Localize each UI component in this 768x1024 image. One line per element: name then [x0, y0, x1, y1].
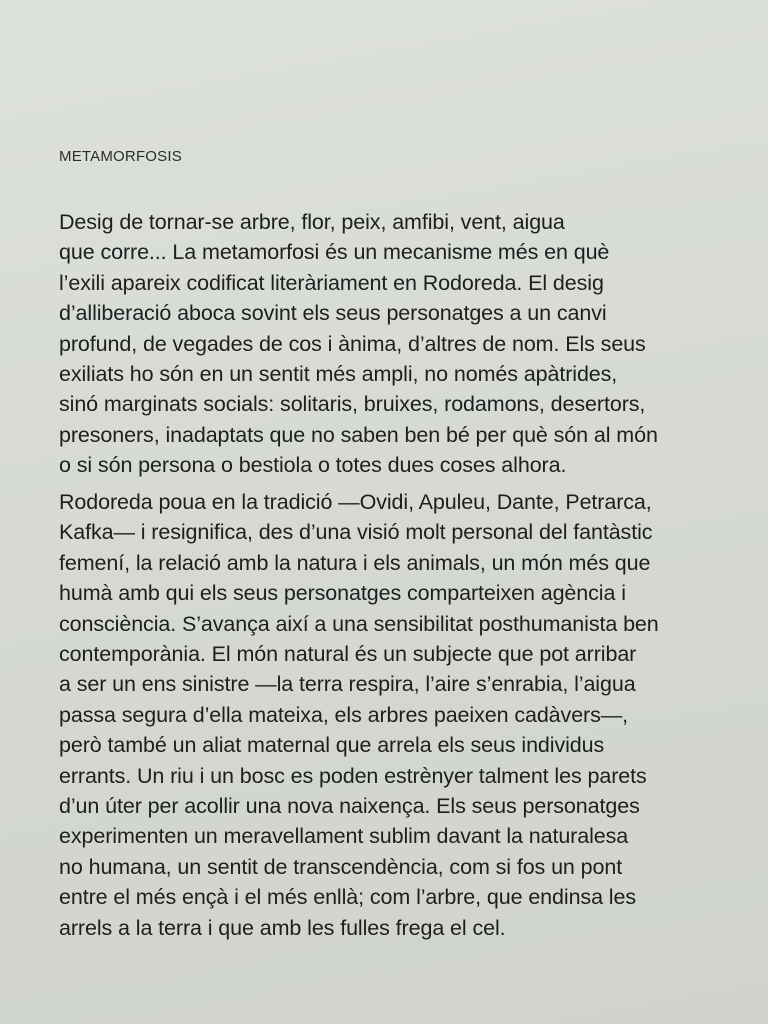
text-line: contemporània. El món natural és un subjecte que pot arribar	[59, 642, 637, 667]
text-line: consciència. S’avança així a una sensibilitat posthumanista ben	[59, 611, 659, 636]
section-heading: METAMORFOSIS	[59, 148, 182, 165]
text-line: passa segura d’ella mateixa, els arbres paeixen cadàvers—,	[59, 702, 629, 727]
text-line: entre el més ençà i el més enllà; com l’arbre, que endinsa les	[59, 885, 636, 910]
text-line: arrels a la terra i que amb les fulles frega el cel.	[59, 915, 506, 940]
text-line: experimenten un meravellament sublim davant la naturalesa	[59, 824, 629, 849]
text-line: d’alliberació aboca sovint els seus personatges a un canvi	[59, 301, 607, 326]
text-line: exiliats ho són en un sentit més ampli, no només apàtrides,	[59, 362, 618, 387]
text-line: femení, la relació amb la natura i els animals, un món més que	[59, 550, 651, 575]
text-line: Kafka— i resignifica, des d’una visió molt personal del fantàstic	[59, 520, 653, 545]
text-line: Desig de tornar-se arbre, flor, peix, amfibi, vent, aigua	[59, 210, 565, 234]
text-line: però també un aliat maternal que arrela els seus individus	[59, 733, 605, 758]
text-line: no humana, un sentit de transcendència, com si fos un pont	[59, 854, 623, 879]
text-line: Rodoreda poua en la tradició —Ovidi, Apuleu, Dante, Petrarca,	[59, 490, 652, 514]
text-line: a ser un ens sinistre —la terra respira, l’aire s’enrabia, l’aigua	[59, 672, 636, 697]
text-line: presoners, inadaptats que no saben ben bé per què són al món	[59, 422, 658, 447]
text-line: o si són persona o bestiola o totes dues coses alhora.	[59, 453, 567, 478]
text-line: d’un úter per acollir una nova naixença. Els seus personatges	[59, 794, 640, 819]
paragraph-1	[59, 207, 749, 481]
text-line: que corre... La metamorfosi és un mecanisme més en què	[59, 240, 610, 265]
text-line: humà amb qui els seus personatges comparteixen agència i	[59, 581, 626, 606]
text-line: sinó marginats socials: solitaris, bruixes, rodamons, desertors,	[59, 392, 646, 417]
text-line: errants. Un riu i un bosc es poden estrènyer talment les parets	[59, 763, 647, 788]
paragraph-2	[59, 487, 749, 943]
text-line: profund, de vegades de cos i ànima, d’altres de nom. Els seus	[59, 331, 646, 356]
text-line: l’exili apareix codificat literàriament en Rodoreda. El desig	[59, 270, 604, 295]
